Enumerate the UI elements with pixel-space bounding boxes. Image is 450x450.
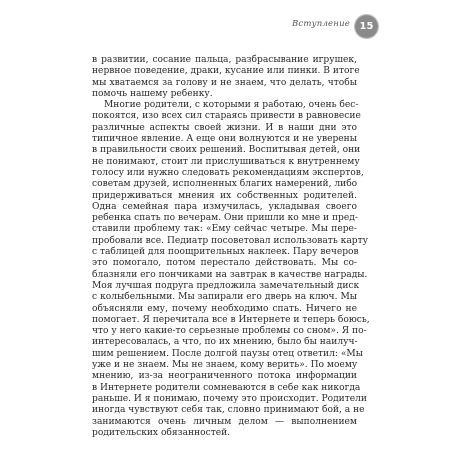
text-line: раньше. И я понимаю, почему это происходит. Родители [92,393,367,404]
text-line: типичное явление. А еще они волнуются и не уверены [92,134,357,145]
text-line: блазняли его пончиками на завтрак в качестве награды. [92,269,368,280]
text-line: с колыбельными. Мы запирали его дверь на ключ. Мы [92,292,357,303]
text-line: родительских обязанностей. [92,427,231,438]
text-line: занимаются очень личным делом — выполнением [92,416,357,427]
text-line: ребенка спать по вечерам. Они пришли ко мне и пред- [92,213,358,224]
text-line: различные аспекты своей жизни. И в наши дни это [92,122,357,133]
text-line: с таблицей для поощрительных наклеек. Пару вечеров [92,247,359,258]
text-line: ставили проблему так: «Ему сейчас четыре. Мы пере- [92,224,357,235]
text-line: Моя лучшая подруга предложила замечательный диск [92,280,360,291]
text-line: пробовали все. Педиатр посоветовал использовать карту [92,235,368,246]
text-line: что у него какие-то серьезные проблемы со сном». Я по- [92,326,367,337]
text-line: в развитии, сосание пальца, разбрасывание игрушек, [92,55,357,65]
text-line: покоятся, изо всех сил стараясь привести в равновесие [92,111,361,122]
text-line: придерживаться мнения их собственных родителей. [92,190,357,201]
text-line: шим решением. После долгой паузы отец ответил: «Мы [92,348,363,359]
page-number: 15 [359,21,374,32]
text-line: помочь нашему ребенку. [92,88,213,99]
text-line: Одна семейная пара измучилась, укладывая своего [92,201,357,212]
text-line: мнению, из-за неограниченного потока информации [92,371,357,382]
text-line: голосу или нужно следовать рекомендациям экспертов, [92,167,364,178]
text-line: нервное поведение, драки, кусание или пинки. В итоге [92,66,360,77]
text-line: объясняли ему, почему необходимо спать. Ничего не [92,303,357,314]
text-line: помогает. Я перечитала все в Интернете и теперь боюсь, [92,314,370,325]
text-line: Многие родители, с которыми я работаю, очень бес- [104,100,359,111]
text-line: иногда чувствуют себя так, словно принимают бой, а не [92,405,365,416]
text-line: уже и не знаем. Мы не знаем, кому верить». По моему [92,360,358,371]
text-line: в правильности своих решений. Воспитывая детей, они [92,145,361,156]
text-line: интересовалась, а что, по их мнению, было бы наилуч- [92,337,358,348]
text-line: в Интернете родители сомневаются в себе как никогда [92,382,361,393]
body-text [92,55,370,439]
page-number-badge [355,15,378,38]
running-head: Вступление [291,19,350,29]
text-line: не понимают, стоит ли прислушиваться к внутреннему [92,156,360,167]
text-line: советам друзей, исполненных благих намерений, либо [92,179,358,190]
text-line: мы хватаемся за голову и не знаем, что делать, чтобы [92,77,357,88]
text-line: это помогало, потом перестало действовать. Мы со- [92,258,357,269]
